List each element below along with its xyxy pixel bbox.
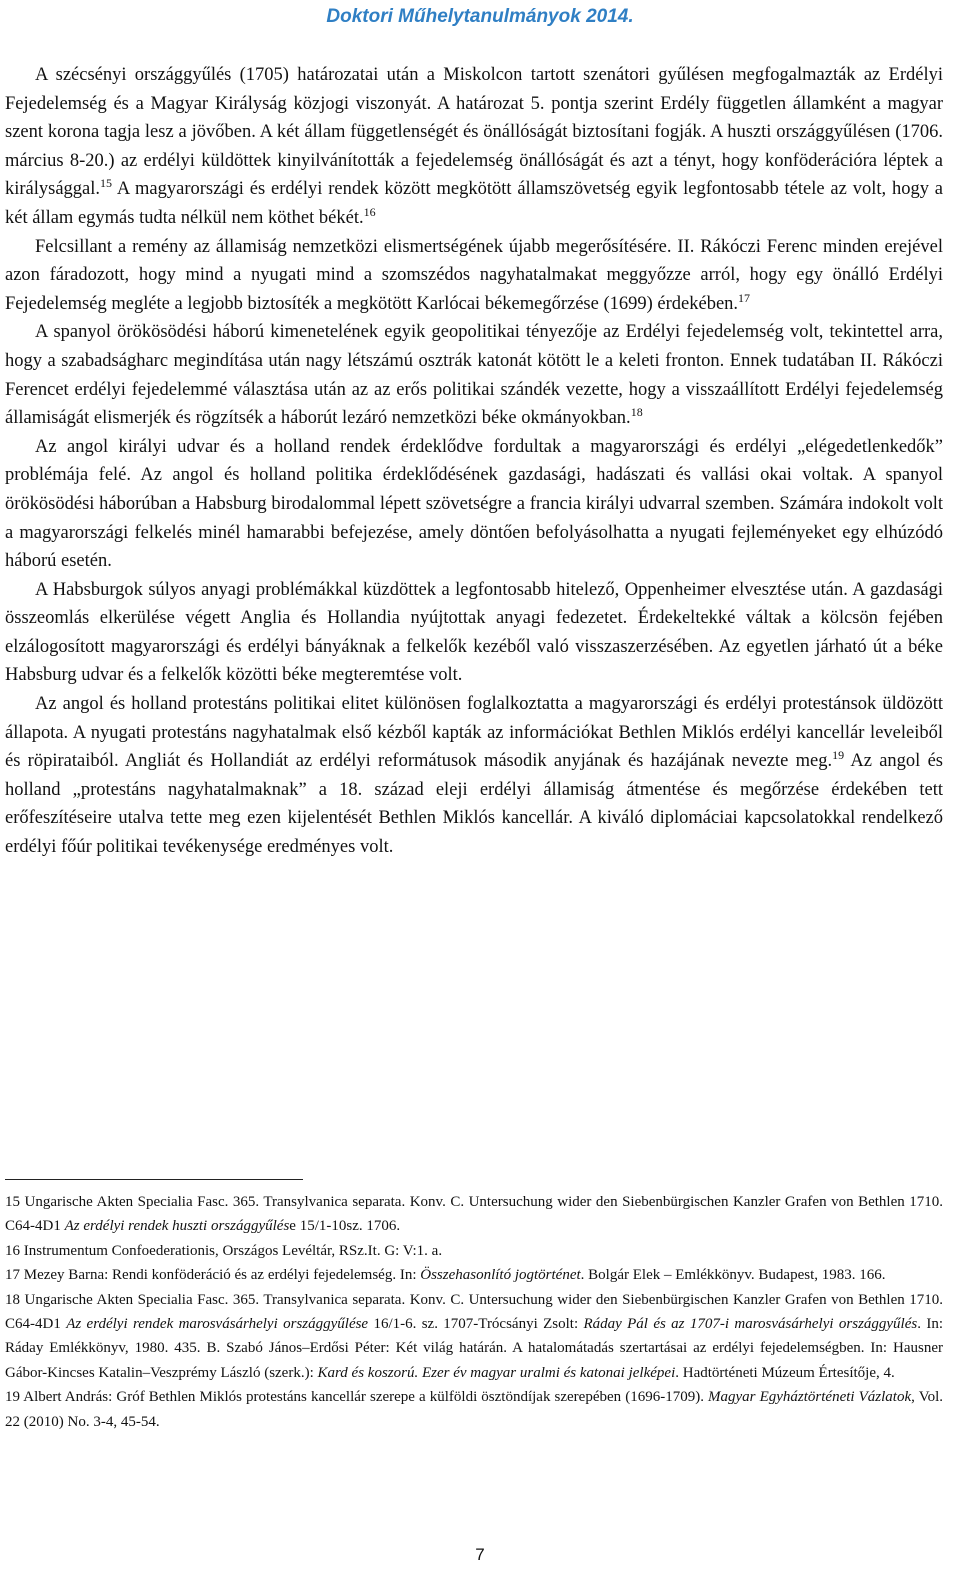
footnote-15: 15 Ungarische Akten Specialia Fasc. 365. Transylvanica separata. Konv. C. Untersuchung wider den Siebenbürgischen Kanzler Grafen von Bethlen 1710. C64-4D1 Az erdélyi rendek huszti országgyűlése 15/1-10sz. 1706. (5, 1194, 943, 1235)
paragraph: Az angol királyi udvar és a holland rendek érdeklődve fordultak a magyarországi és erdélyi „elégedetlenkedők” problémája felé. Az angol és holland politika érdeklődésének gazdasági, hadászati és vallási okai voltak. A spanyol örökösödési háborúban a Habsburg birodalommal lépett szövetségre a francia királyi udvarral szemben. Számára indokolt volt a magyarországi felkelés minél hamarabbi befejezése, amely döntően befolyásolhatta a nyugati fejleményeket egy elhúzódó háború esetén. (5, 436, 943, 572)
footnotes (5, 1190, 943, 1434)
footnote-separator (5, 1179, 303, 1180)
paragraph: Felcsillant a remény az államiság nemzetközi elismertségének újabb megerősítésére. II. Rákóczi Ferenc minden erejével azon fáradozott, hogy mind a nyugati mind a szomszédos nagyhatalmakat meggyőzze arról, hogy egy önálló Erdélyi Fejedelemség megléte a legjobb biztosíték a megkötött Karlócai békemegőrzése (1699) érdekében.$^{17}$ (5, 236, 943, 314)
paragraph: Az angol és holland protestáns politikai elitet különösen foglalkoztatta a magyarországi és erdélyi protestánsok üldözött állapota. A nyugati protestáns nagyhatalmak első kézből kapták az információkat Bethlen Miklós erdélyi kancellár leveleiből és röpirataiból. Angliát és Hollandiát az erdélyi reformátusok második anyjának és hazájának nevezte meg.$^{19}$ Az angol és holland „protestáns nagyhatalmaknak” a 18. század eleji erdélyi államiság átmentése és megőrzése érdekében tett erőfeszítéseire utalva tette meg ezen kijelentését Bethlen Miklós kancellár. A kiváló diplomáciai kapcsolatokkal rendelkező erdélyi főúr politikai tevékenysége eredményes volt. (5, 694, 944, 858)
footnote-ref: 17 (738, 290, 751, 305)
paragraph: A spanyol örökösödési háború kimenetelének egyik geopolitikai tényezője az Erdélyi fejedelemség volt, tekintettel arra, hogy a szabadságharc megindítása után nagy létszámú osztrák katonát kötött le a keleti fronton. Ennek tudatában II. Rákóczi Ferencet erdélyi fejedelemmé választása után az az erős politikai szándék vezette, hogy a visszaállított Erdélyi fejedelemség államiságát elismerjék és rögzítsék a háborút lezáró nemzetközi béke okmányokban.$^{18}$ (5, 322, 943, 429)
footnote-ref: 18 (630, 405, 643, 420)
footnote-17: 17 Mezey Barna: Rendi konföderáció és az erdélyi fejedelemség. In: Összehasonlító jogtörténet. Bolgár Elek – Emlékkönyv. Budapest, 1983. 166. (5, 1267, 886, 1284)
paragraph: A szécsényi országgyűlés (1705) határozatai után a Miskolcon tartott szenátori gyűlésen megfogalmazták az Erdélyi Fejedelemség és a Magyar Királyság közjogi viszonyát. A határozat 5. pontja szerint Erdély független államként a magyar szent korona tagja lesz a jövőben. A két állam függetlenségét és önállóságát biztosítani fogják. A huszti országgyűlésen (1706. március 8-20.) az erdélyi küldöttek kinyilvánították a fejedelemség önállóságát és azt a tényt, hogy konföderációra léptek a királysággal.$^{15}$ A magyarországi és erdélyi rendek között megkötött államszövetség egyik legfontosabb tétele az volt, hogy a két állam egymás tudta nélkül nem köthet békét.$^{16}$ (5, 65, 943, 228)
footnote-18: 18 Ungarische Akten Specialia Fasc. 365. Transylvanica separata. Konv. C. Untersuchung wider den Siebenbürgischen Kanzler Grafen von Bethlen 1710. C64-4D1 Az erdélyi rendek marosvásárhelyi országgyűlése 16/1-6. sz. 1707-Trócsányi Zsolt: Ráday Pál és az 1707-i marosvásárhelyi országgyűlés. In: Ráday Emlékkönyv, 1980. 435. B. Szabó János–Erdősi Péter: Két világ határán. A hatalomátadás szertartásai az erdélyi fejedelemségben. In: Hausner Gábor-Kincses Katalin–Veszprémy László (szerk.): Kard és koszorú. Ezer év magyar uralmi és katonai jelképei. Hadtörténeti Múzeum Értesítője, 4. (5, 1291, 943, 1381)
footnote-ref: 15 (100, 176, 113, 191)
footnote-16: 16 Instrumentum Confoederationis, Országos Levéltár, RSz.It. G: V:1. a. (5, 1242, 443, 1259)
running-header: Doktori Műhelytanulmányok 2014. (326, 6, 634, 27)
footnote-ref: 16 (363, 204, 376, 219)
footnote-19: 19 Albert András: Gróf Bethlen Miklós protestáns kancellár szerepe a külföldi ösztöndíjak szerepében (1696-1709). Magyar Egyháztörténeti Vázlatok, Vol. 22 (2010) No. 3-4, 45-54. (5, 1389, 944, 1430)
footnote-ref: 19 (832, 748, 845, 763)
paragraph: A Habsburgok súlyos anyagi problémákkal küzdöttek a legfontosabb hitelező, Oppenheimer elvesztése után. A gazdasági összeomlás elkerülése végett Anglia és Hollandia nyújtottak anyagi fedezetet. Érdekeltekké váltak a kölcsön fejében elzálogosított magyarországi és erdélyi bányáknak a felkelők kezéből való visszaszerzésében. Az egyetlen járható út a béke Habsburg udvar és a felkelők közötti béke megteremtése volt. (5, 579, 943, 686)
main-text (5, 61, 943, 862)
page-number: 7 (475, 1545, 485, 1564)
